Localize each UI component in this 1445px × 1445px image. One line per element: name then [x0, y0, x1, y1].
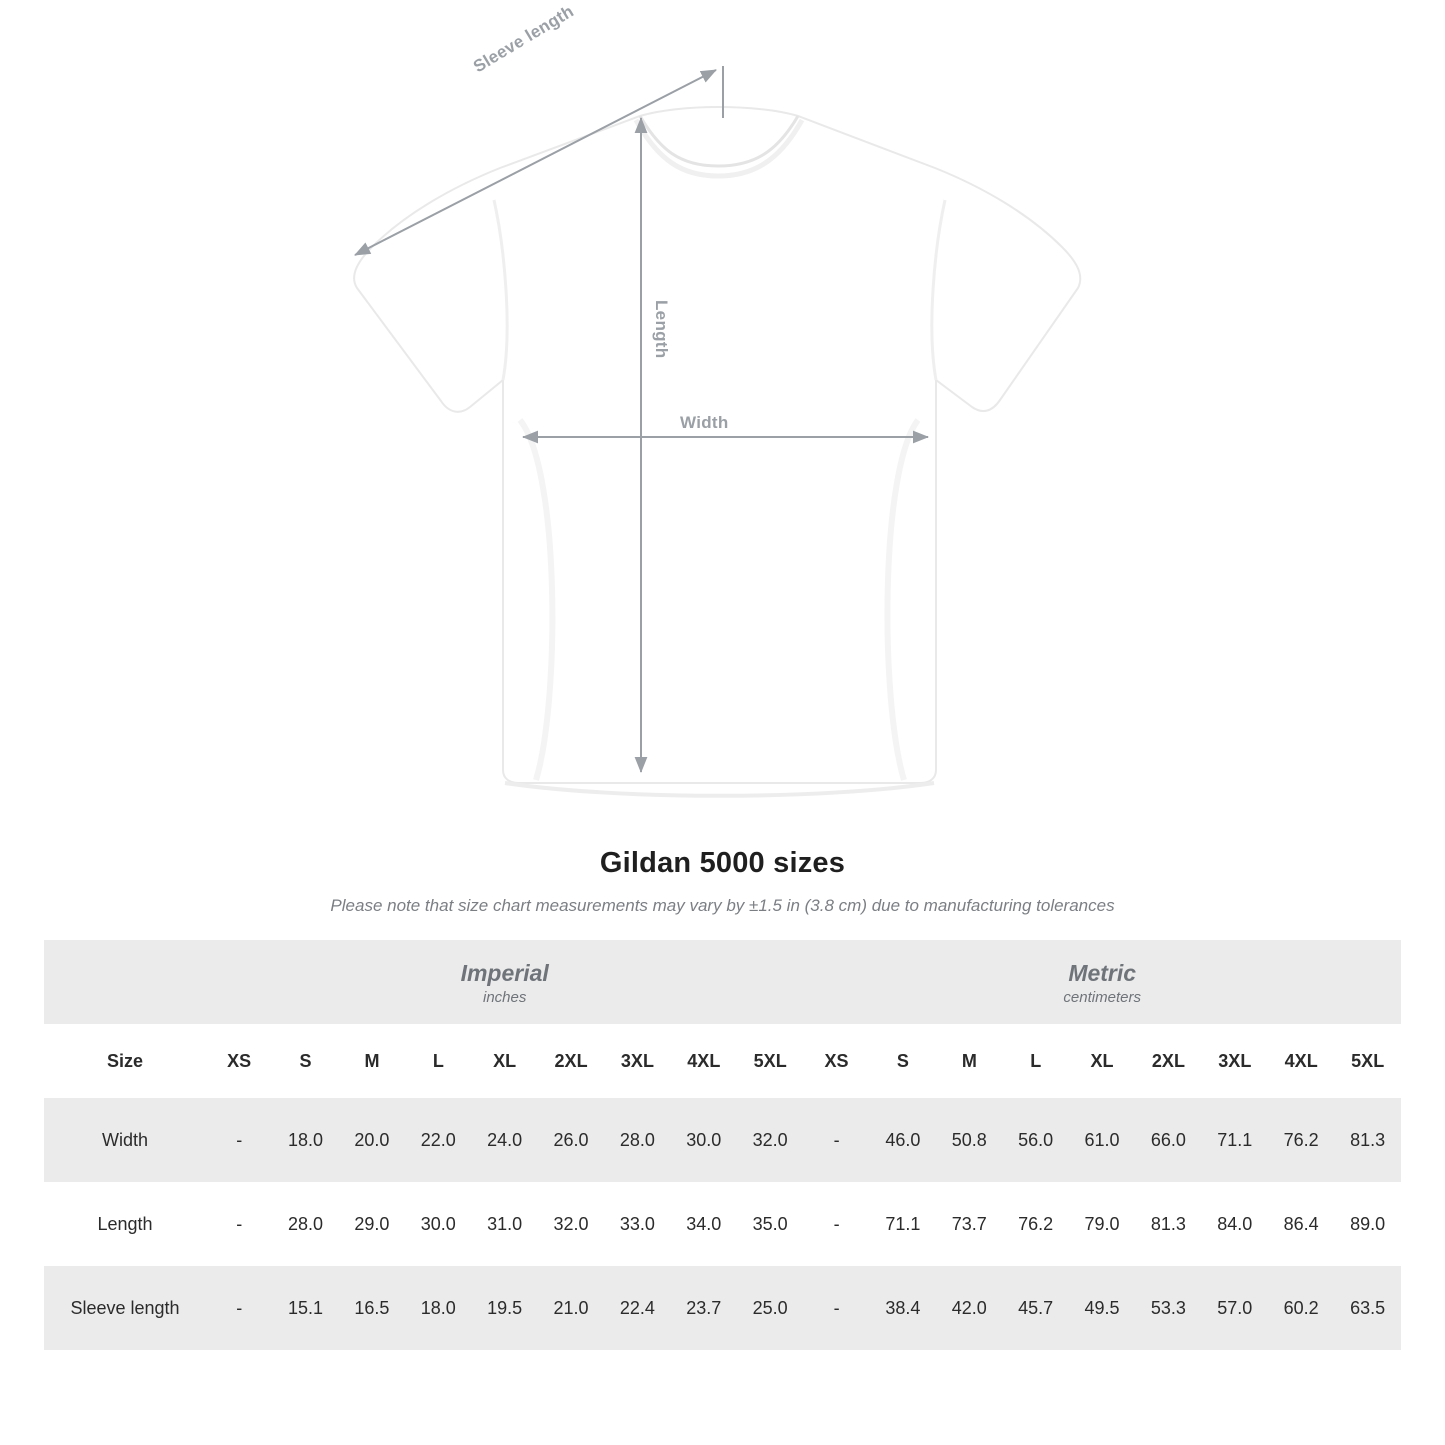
- cell-width-metric-4xl: 76.2: [1268, 1098, 1334, 1182]
- col-header-imperial-2xl: 2XL: [538, 1024, 604, 1098]
- col-header-metric-m: M: [936, 1024, 1002, 1098]
- cell-length-metric-3xl: 84.0: [1202, 1182, 1268, 1266]
- cell-sleeve-metric-xl: 49.5: [1069, 1266, 1135, 1350]
- table-row-sleeve-length: [44, 1266, 1401, 1350]
- col-header-metric-4xl: 4XL: [1268, 1024, 1334, 1098]
- cell-width-metric-xs: -: [803, 1098, 869, 1182]
- cell-length-metric-2xl: 81.3: [1135, 1182, 1201, 1266]
- col-header-imperial-xl: XL: [472, 1024, 538, 1098]
- tshirt-shape: [354, 107, 1080, 796]
- cell-width-metric-s: 46.0: [870, 1098, 936, 1182]
- cell-length-imperial-xl: 31.0: [472, 1182, 538, 1266]
- row-label-width: Width: [44, 1098, 206, 1182]
- col-header-metric-l: L: [1003, 1024, 1069, 1098]
- cell-sleeve-metric-m: 42.0: [936, 1266, 1002, 1350]
- cell-sleeve-imperial-l: 18.0: [405, 1266, 471, 1350]
- size-header-row: [44, 1024, 1401, 1098]
- size-table-wrapper: [0, 940, 1445, 1350]
- page-title: Gildan 5000 sizes: [599, 847, 846, 879]
- cell-width-imperial-s: 18.0: [272, 1098, 338, 1182]
- unit-header-spacer: [44, 940, 206, 1024]
- unit-header-imperial: [206, 940, 803, 1024]
- unit-sub-imperial: inches: [483, 989, 527, 1007]
- cell-width-imperial-4xl: 30.0: [671, 1098, 737, 1182]
- cell-width-metric-3xl: 71.1: [1202, 1098, 1268, 1182]
- cell-sleeve-metric-l: 45.7: [1003, 1266, 1069, 1350]
- col-header-metric-s: S: [870, 1024, 936, 1098]
- cell-length-metric-l: 76.2: [1003, 1182, 1069, 1266]
- cell-sleeve-imperial-4xl: 23.7: [671, 1266, 737, 1350]
- cell-length-imperial-2xl: 32.0: [538, 1182, 604, 1266]
- cell-sleeve-metric-4xl: 60.2: [1268, 1266, 1334, 1350]
- unit-header-row: [44, 940, 1401, 1024]
- cell-sleeve-imperial-5xl: 25.0: [737, 1266, 803, 1350]
- col-header-metric-5xl: 5XL: [1334, 1024, 1401, 1098]
- cell-length-imperial-4xl: 34.0: [671, 1182, 737, 1266]
- col-header-imperial-m: M: [339, 1024, 405, 1098]
- cell-width-imperial-5xl: 32.0: [737, 1098, 803, 1182]
- cell-width-imperial-l: 22.0: [405, 1098, 471, 1182]
- col-header-imperial-4xl: 4XL: [671, 1024, 737, 1098]
- col-header-imperial-xs: XS: [206, 1024, 272, 1098]
- width-label: Width: [680, 413, 729, 432]
- cell-width-metric-xl: 61.0: [1069, 1098, 1135, 1182]
- col-header-metric-xs: XS: [803, 1024, 869, 1098]
- col-header-metric-xl: XL: [1069, 1024, 1135, 1098]
- cell-sleeve-imperial-xs: -: [206, 1266, 272, 1350]
- cell-width-imperial-xs: -: [206, 1098, 272, 1182]
- cell-width-imperial-2xl: 26.0: [538, 1098, 604, 1182]
- cell-length-metric-m: 73.7: [936, 1182, 1002, 1266]
- unit-sub-metric: centimeters: [1063, 989, 1141, 1007]
- cell-sleeve-imperial-2xl: 21.0: [538, 1266, 604, 1350]
- cell-sleeve-metric-s: 38.4: [870, 1266, 936, 1350]
- col-header-imperial-s: S: [272, 1024, 338, 1098]
- tolerance-note: Please note that size chart measurements may vary by ±1.5 in (3.8 cm) due to manufacturing tolerances: [330, 896, 1115, 915]
- cell-length-imperial-s: 28.0: [272, 1182, 338, 1266]
- cell-width-imperial-m: 20.0: [339, 1098, 405, 1182]
- table-row-width: [44, 1098, 1401, 1182]
- cell-sleeve-imperial-3xl: 22.4: [604, 1266, 670, 1350]
- cell-length-metric-xs: -: [803, 1182, 869, 1266]
- col-header-metric-3xl: 3XL: [1202, 1024, 1268, 1098]
- cell-sleeve-metric-5xl: 63.5: [1334, 1266, 1401, 1350]
- unit-name-imperial: Imperial: [460, 959, 549, 986]
- cell-length-imperial-3xl: 33.0: [604, 1182, 670, 1266]
- col-header-imperial-3xl: 3XL: [604, 1024, 670, 1098]
- title-block: [0, 847, 1445, 916]
- cell-sleeve-metric-xs: -: [803, 1266, 869, 1350]
- cell-length-imperial-l: 30.0: [405, 1182, 471, 1266]
- cell-width-metric-2xl: 66.0: [1135, 1098, 1201, 1182]
- cell-sleeve-metric-3xl: 57.0: [1202, 1266, 1268, 1350]
- cell-length-imperial-xs: -: [206, 1182, 272, 1266]
- cell-width-imperial-3xl: 28.0: [604, 1098, 670, 1182]
- cell-length-metric-5xl: 89.0: [1334, 1182, 1401, 1266]
- cell-width-metric-m: 50.8: [936, 1098, 1002, 1182]
- table-row-length: [44, 1182, 1401, 1266]
- row-header-size: Size: [44, 1024, 206, 1098]
- cell-sleeve-imperial-m: 16.5: [339, 1266, 405, 1350]
- cell-length-imperial-m: 29.0: [339, 1182, 405, 1266]
- sleeve-length-label: Sleeve length: [470, 1, 578, 77]
- row-label-length: Length: [44, 1182, 206, 1266]
- length-label: Length: [652, 300, 671, 359]
- cell-width-metric-5xl: 81.3: [1334, 1098, 1401, 1182]
- col-header-imperial-l: L: [405, 1024, 471, 1098]
- unit-header-metric: [803, 940, 1401, 1024]
- col-header-metric-2xl: 2XL: [1135, 1024, 1201, 1098]
- cell-width-imperial-xl: 24.0: [472, 1098, 538, 1182]
- cell-length-metric-4xl: 86.4: [1268, 1182, 1334, 1266]
- cell-width-metric-l: 56.0: [1003, 1098, 1069, 1182]
- cell-sleeve-imperial-xl: 19.5: [472, 1266, 538, 1350]
- col-header-imperial-5xl: 5XL: [737, 1024, 803, 1098]
- cell-sleeve-metric-2xl: 53.3: [1135, 1266, 1201, 1350]
- cell-length-metric-s: 71.1: [870, 1182, 936, 1266]
- cell-sleeve-imperial-s: 15.1: [272, 1266, 338, 1350]
- cell-length-metric-xl: 79.0: [1069, 1182, 1135, 1266]
- unit-name-metric: Metric: [1068, 959, 1137, 986]
- cell-length-imperial-5xl: 35.0: [737, 1182, 803, 1266]
- row-label-sleeve-length: Sleeve length: [44, 1266, 206, 1350]
- size-table: [44, 940, 1401, 1350]
